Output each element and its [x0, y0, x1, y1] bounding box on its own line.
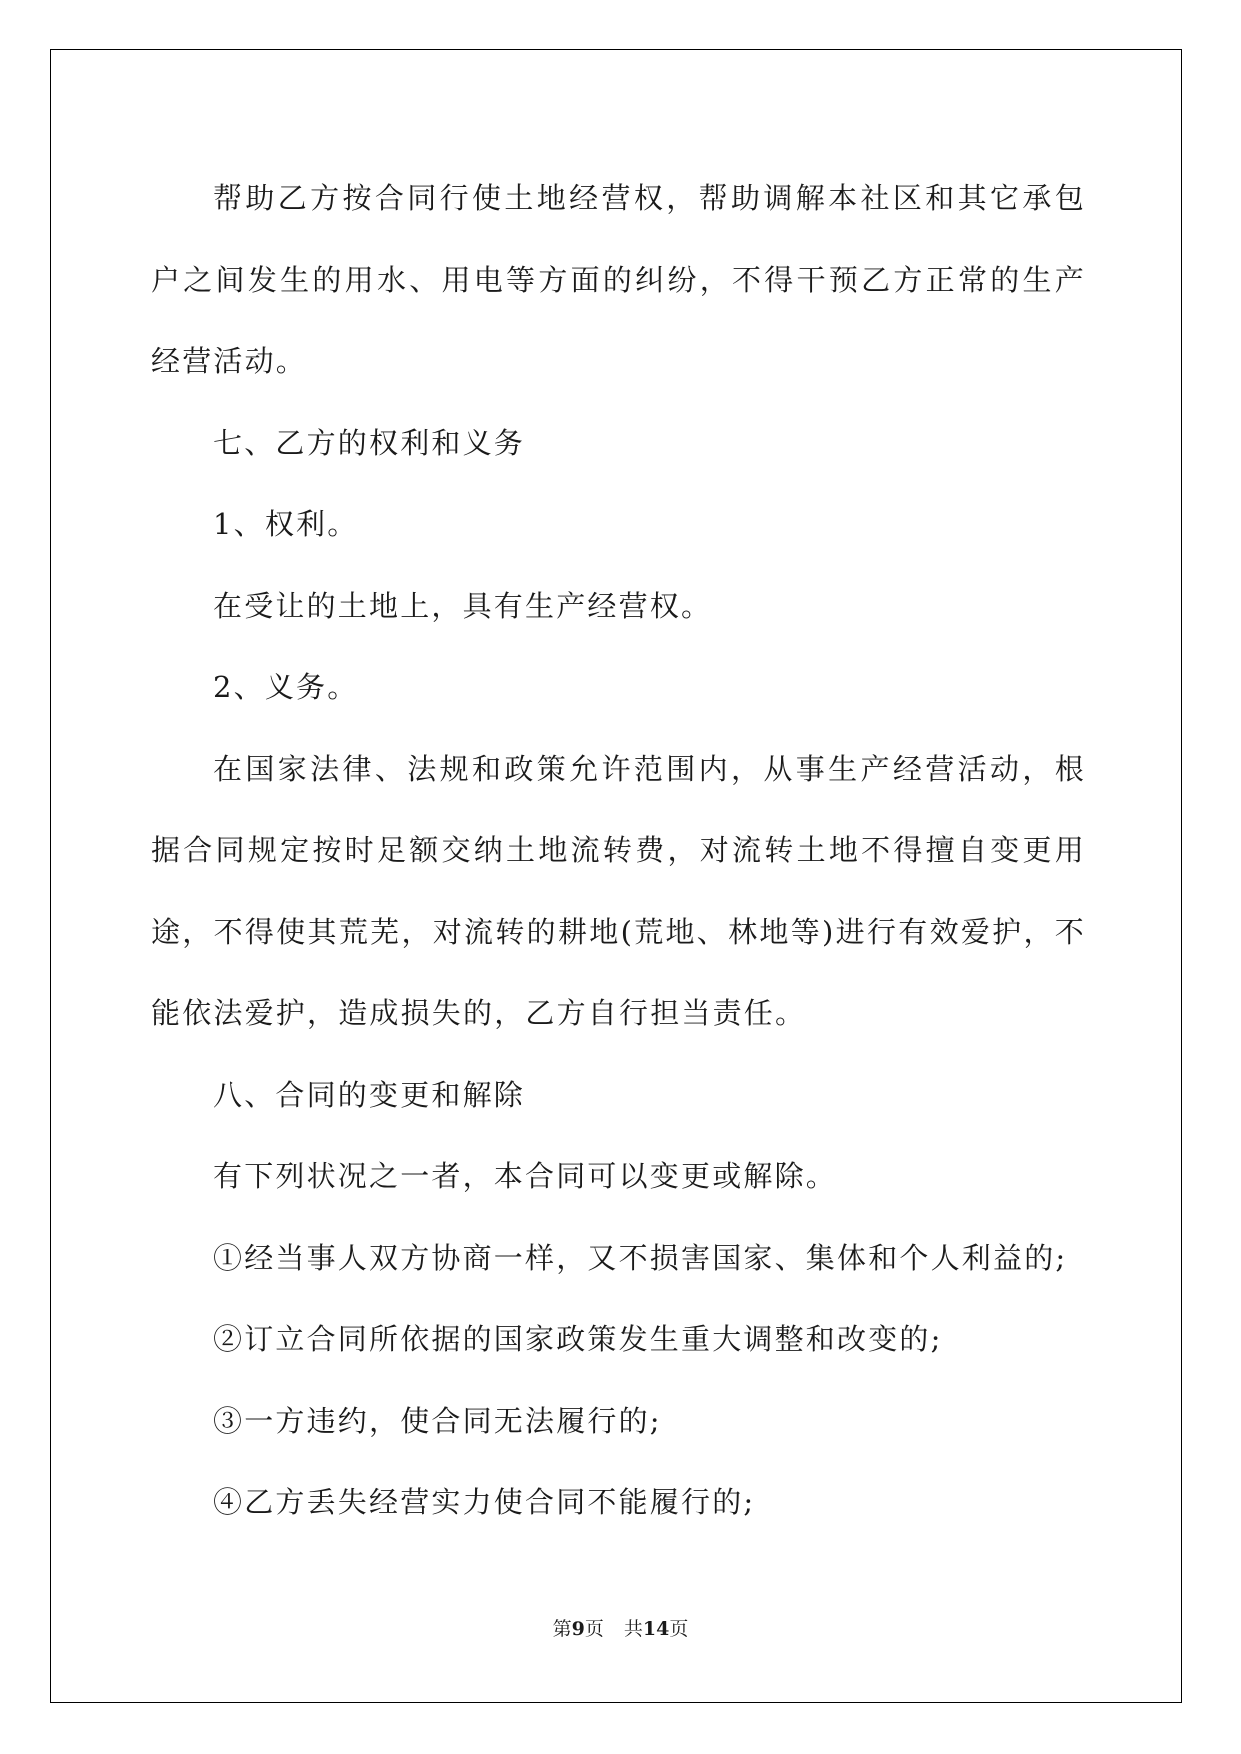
footer-total-prefix: 共	[623, 1618, 643, 1640]
paragraph: 有下列状况之一者，本合同可以变更或解除。	[213, 1159, 838, 1193]
footer-page-suffix: 页	[584, 1618, 604, 1640]
list-item: ②订立合同所依据的国家政策发生重大调整和改变的;	[213, 1322, 943, 1356]
document-body	[151, 158, 1086, 1544]
list-item: ④乙方丢失经营实力使合同不能履行的;	[213, 1485, 756, 1519]
footer-prefix: 第	[552, 1618, 572, 1640]
footer-total-suffix: 页	[669, 1618, 689, 1640]
paragraph: 在受让的土地上，具有生产经营权。	[213, 588, 713, 623]
list-item: ③一方违约，使合同无法履行的;	[213, 1403, 662, 1438]
section-heading: 八、合同的变更和解除	[213, 1077, 526, 1112]
page-number: 9	[571, 1618, 585, 1640]
page-footer	[0, 1614, 1241, 1641]
paragraph: 帮助乙方按合同行使土地经营权，帮助调解本社区和其它承包户之间发生的用水、用电等方面的纠纷，不得干预乙方正常的生产经营活动。	[151, 181, 1086, 378]
list-item: ①经当事人双方协商一样，又不损害国家、集体和个人利益的;	[213, 1240, 1068, 1275]
paragraph: 在国家法律、法规和政策允许范围内，从事生产经营活动，根据合同规定按时足额交纳土地流转费，对流转土地不得擅自变更用途，不得使其荒芜，对流转的耕地(荒地、林地等)进行有效爱护，不能依法爱护，造成损失的，乙方自行担当责任。	[151, 751, 1086, 1030]
subheading: 1、权利。	[213, 507, 359, 541]
section-heading: 七、乙方的权利和义务	[213, 425, 526, 460]
subheading: 2、义务。	[213, 670, 359, 704]
total-pages: 14	[642, 1618, 670, 1640]
